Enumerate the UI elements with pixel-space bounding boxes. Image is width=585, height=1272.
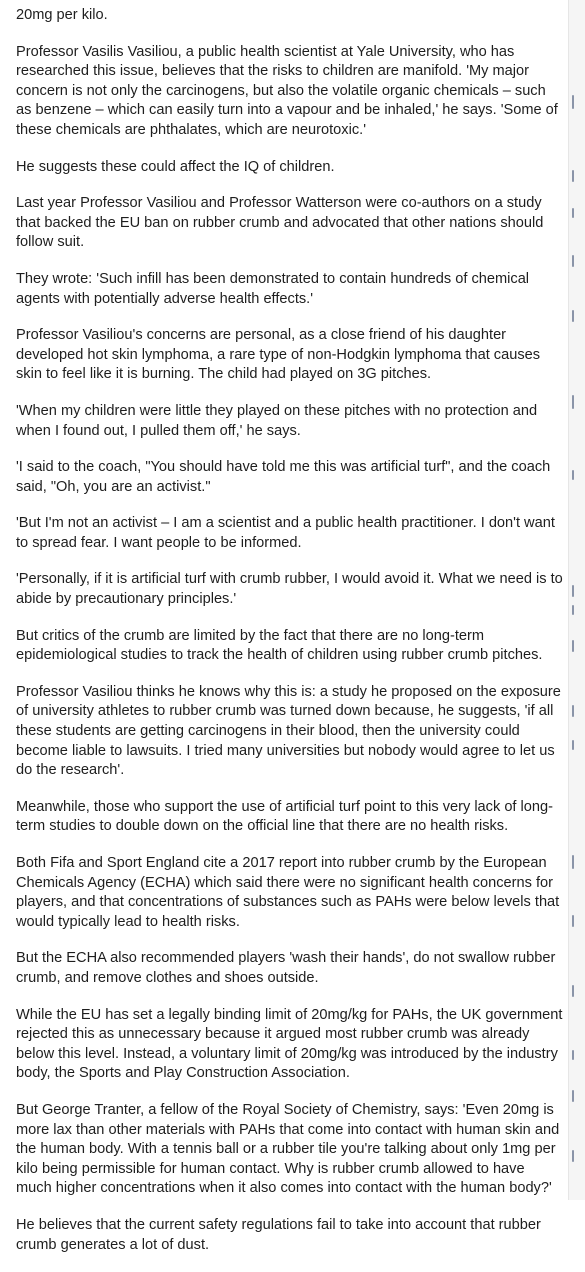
side-rail bbox=[568, 0, 585, 1200]
rail-marker bbox=[572, 740, 574, 750]
article-paragraph: Professor Vasilis Vasiliou, a public health scientist at Yale University, who has researched this issue, believes that the risks to children are manifold. 'My major concern is not only the carcinogens, but also the volatile organic chemicals – such as benzene – which can easily turn into a vapour and be inhaled,' he says. 'Some of these chemicals are phthalates, which are neurotoxic.' bbox=[16, 43, 558, 138]
article-paragraph: 'When my children were little they played on these pitches with no protection and when I found out, I pulled them off,' he says. bbox=[16, 402, 538, 439]
rail-marker bbox=[572, 705, 574, 717]
rail-marker bbox=[572, 470, 574, 480]
rail-marker bbox=[572, 605, 574, 615]
rail-marker bbox=[572, 95, 574, 109]
article-paragraph: 20mg per kilo. bbox=[16, 7, 108, 23]
article-paragraph: Last year Professor Vasiliou and Professor Watterson were co-authors on a study that backed the EU ban on rubber crumb and advocated that other nations should follow suit. bbox=[16, 195, 544, 251]
rail-marker bbox=[572, 855, 574, 869]
rail-marker bbox=[572, 985, 574, 997]
rail-marker bbox=[572, 208, 574, 218]
article-paragraph: Professor Vasiliou's concerns are personal, as a close friend of his daughter developed hot skin lymphoma, a rare type of non-Hodgkin lymphoma that causes skin to feel like it is burning. The child had played on 3G pitches. bbox=[16, 327, 541, 383]
rail-marker bbox=[572, 1090, 574, 1102]
article-paragraph: Professor Vasiliou thinks he knows why this is: a study he proposed on the exposure of university athletes to rubber crumb was turned down because, he suggests, 'if all these students are getting carcinogens in their blood, then the university could become liable to lawsuits. I tried many universities but nobody would agree to let us do the research'. bbox=[16, 683, 561, 779]
rail-marker bbox=[572, 585, 574, 597]
rail-marker bbox=[572, 310, 574, 322]
article-paragraph: But the ECHA also recommended players 'wash their hands', do not swallow rubber crumb, and remove clothes and shoes outside. bbox=[16, 950, 556, 986]
article-paragraph: 'I said to the coach, "You should have told me this was artificial turf", and the coach said, "Oh, you are an activist." bbox=[16, 459, 551, 495]
article-paragraph: He believes that the current safety regulations fail to take into account that rubber crumb generates a lot of dust. bbox=[16, 1216, 541, 1253]
article-paragraph: 'But I'm not an activist – I am a scientist and a public health practitioner. I don't want to spread fear. I want people to be informed. bbox=[16, 515, 555, 551]
article-text-column bbox=[16, 6, 564, 1272]
rail-marker bbox=[572, 1050, 574, 1060]
rail-marker bbox=[572, 255, 574, 267]
article-paragraph: 'Personally, if it is artificial turf with crumb rubber, I would avoid it. What we need is to abide by precautionary principles.' bbox=[16, 571, 563, 608]
rail-marker bbox=[572, 640, 574, 652]
article-paragraph: But critics of the crumb are limited by the fact that there are no long-term epidemiological studies to track the health of children using rubber crumb pitches. bbox=[16, 627, 543, 664]
article-paragraph: He suggests these could affect the IQ of children. bbox=[16, 158, 335, 175]
article-paragraph: Meanwhile, those who support the use of artificial turf point to this very lack of long-term studies to double down on the official line that there are no health risks. bbox=[16, 798, 553, 835]
rail-marker bbox=[572, 395, 574, 409]
rail-marker bbox=[572, 1150, 574, 1162]
rail-marker bbox=[572, 915, 574, 927]
article-paragraph: But George Tranter, a fellow of the Royal Society of Chemistry, says: 'Even 20mg is more lax than other materials with PAHs that come into contact with human skin and the human body. With a tennis ball or a rubber tile you're talking about only 1mg per kilo being permissible for human contact. Why is rubber crumb allowed to have much higher concentrations when it also comes into contact with the human body?' bbox=[16, 1101, 560, 1197]
article-paragraph: Both Fifa and Sport England cite a 2017 report into rubber crumb by the European Chemicals Agency (ECHA) which said there were no significant health concerns for players, and that concentrations of substances such as PAHs were below levels that would typically lead to health risks. bbox=[16, 855, 560, 930]
article-paragraph: They wrote: 'Such infill has been demonstrated to contain hundreds of chemical agents with potentially adverse health effects.' bbox=[16, 270, 530, 307]
rail-marker bbox=[572, 170, 574, 182]
article-paragraph: While the EU has set a legally binding limit of 20mg/kg for PAHs, the UK government rejected this as unnecessary because it argued most rubber crumb was already below this level. Instead, a voluntary limit of 20mg/kg was introduced by the industry body, the Sports and Play Construction Association. bbox=[16, 1006, 563, 1082]
